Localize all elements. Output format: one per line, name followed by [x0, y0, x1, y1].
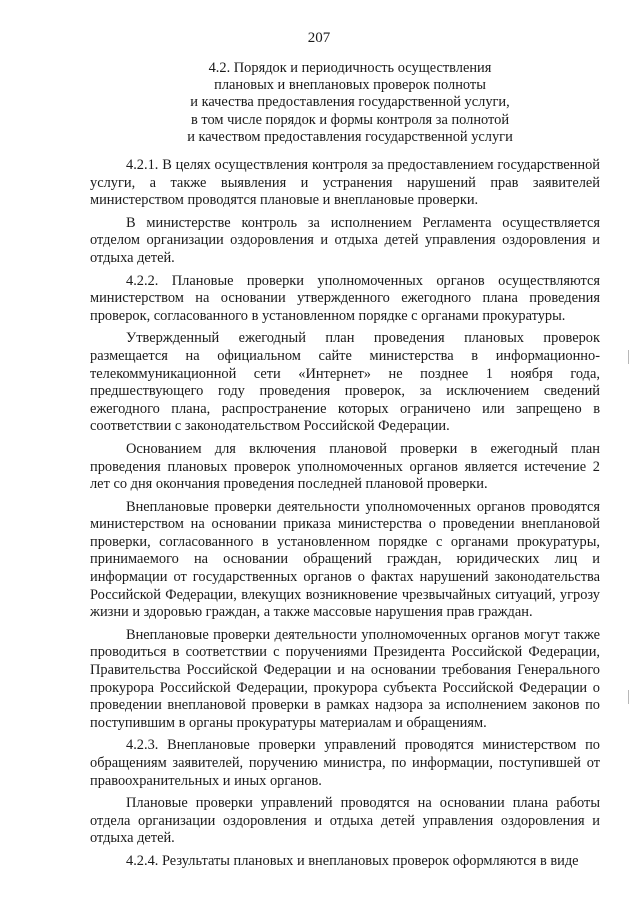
- paragraph: Внеплановые проверки деятельности уполномоченных органов проводятся министерством на основании приказа министерства о проведении внеплановой проверки, согласованного в установленном порядке с органами прокуратуры, принимаемого на основании обращений граждан, юридических лиц и информации от государственных органов о фактах нарушений законодательства Российской Федерации, влекущих возникновение чрезвычайных ситуаций, угрозу жизни и здоровью граждан, а также массовые нарушения прав граждан.: [90, 498, 600, 621]
- paragraph-4-2-4: 4.2.4. Результаты плановых и внеплановых проверок оформляются в виде: [126, 852, 579, 869]
- heading-line: плановых и внеплановых проверок полноты: [214, 77, 486, 94]
- page-number: 207: [307, 30, 331, 46]
- paragraph-4-2-1: 4.2.1. В целях осуществления контроля за предоставлением государственной услуги, а также выявления и устранения нарушений прав заявителей министерством проводятся плановые и внеплановые проверки.: [90, 157, 600, 209]
- paragraph: Основанием для включения плановой проверки в ежегодный план проведения плановых проверок уполномоченных органов является истечение 2 лет со дня окончания проведения последней плановой проверки.: [90, 440, 600, 493]
- paragraph-4-2-2: 4.2.2. Плановые проверки уполномоченных органов осуществляются министерством на основании утвержденного ежегодного плана проведения проверок, согласованного в установленном порядке с органами прокуратуры.: [90, 272, 600, 324]
- paragraph: В министерстве контроль за исполнением Регламента осуществляется отделом организации оздоровления и отдыха детей управления оздоровления и отдыха детей.: [90, 214, 600, 266]
- heading-line: 4.2. Порядок и периодичность осуществления: [208, 60, 492, 76]
- paragraph: Плановые проверки управлений проводятся на основании плана работы отдела организации оздоровления и отдыха детей управления оздоровления и отдыха детей.: [90, 795, 600, 847]
- paragraph: Внеплановые проверки деятельности уполномоченных органов могут также проводиться в соответствии с поручениями Президента Российской Федерации, Правительства Российской Федерации и на основании требования Генерального прокурора Российской Федерации, прокурора субъекта Российской Федерации о проведении внеплановой проверки в рамках надзора за исполнением законов по поступившим в органы прокуратуры материалам и обращениям.: [90, 626, 600, 731]
- heading-line: и качества предоставления государственной услуги,: [190, 94, 510, 111]
- paragraph-4-2-3: 4.2.3. Внеплановые проверки управлений проводятся министерством по обращениям заявителей, поручению министра, по информации, поступившей от правоохранительных и иных органов.: [90, 737, 600, 789]
- heading-line: и качеством предоставления государственной услуги: [187, 128, 513, 145]
- section-heading: [150, 60, 550, 146]
- scan-margin-mark: [628, 690, 629, 704]
- paragraph: Утвержденный ежегодный план проведения плановых проверок размещается на официальном сайте министерства в информационно-телекоммуникационной сети «Интернет» не позднее 1 ноября года, предшествующего году проведения проверок, за исключением сведений ежегодного плана, распространение которых ограничено или запрещено в соответствии с законодательством Российской Федерации.: [90, 330, 600, 435]
- heading-line: в том числе порядок и формы контроля за полнотой: [190, 111, 510, 128]
- scan-margin-mark: [628, 350, 629, 364]
- document-body: [90, 157, 600, 871]
